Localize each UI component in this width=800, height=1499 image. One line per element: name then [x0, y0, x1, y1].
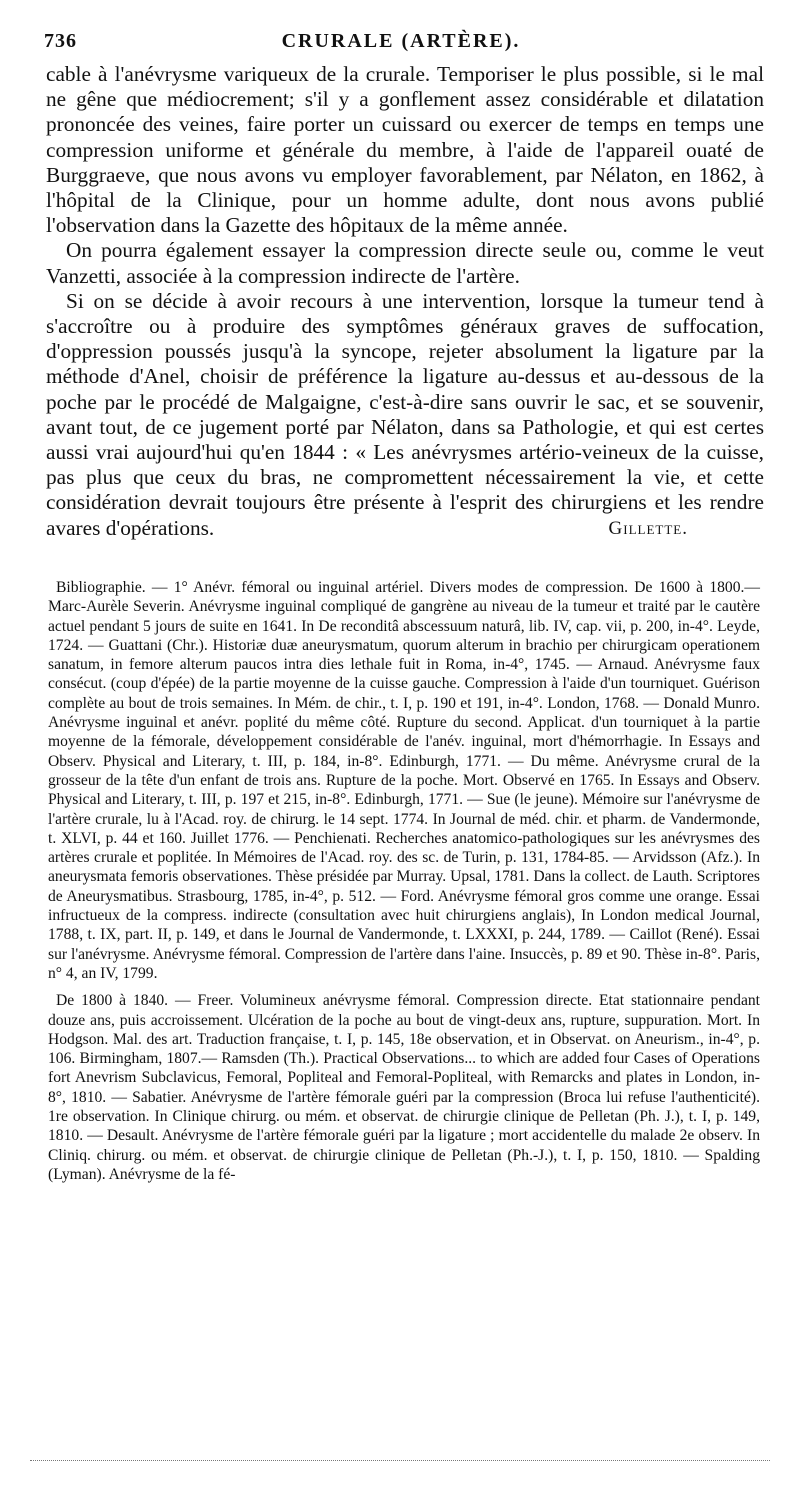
paragraph-3 — [46, 289, 764, 541]
main-text — [46, 62, 764, 541]
author-signature: Gillette. — [608, 517, 688, 539]
page-number: 736 — [44, 30, 77, 52]
running-title: CRURALE (ARTÈRE). — [281, 30, 521, 52]
page-header — [40, 30, 762, 56]
bibliography-paragraph-1: Bibliographie. — 1° Anévr. fémoral ou inguinal artériel. Divers modes de compression. De 1600 à 1800.— Marc-Aurèle Severin. Anévrysme inguinal compliqué de gangrène au niveau de la tumeur et traité par le cautère actuel pendant 5 jours de suite en 1641. In De reconditâ abscessuum naturâ, lib. IV, cap. vii, p. 200, in-4°. Leyde, 1724. — Guattani (Chr.). Historiæ duæ aneurysmatum, quorum alterum in brachio per chirurgicam operationem sanatum, in femore alterum paucos intra dies lethale fuit in Roma, in-4°, 1745. — Arnaud. Anévrysme faux consécut. (coup d'épée) de la partie moyenne de la cuisse gauche. Compression à l'aide d'un tourniquet. Guérison complète au bout de trois semaines. In Mém. de chir., t. I, p. 190 et 191, in-4°. London, 1768. — Donald Munro. Anévrysme inguinal et anévr. poplité du même côté. Rupture du second. Applicat. d'un tourniquet à la partie moyenne de la fémorale, développement considérable de l'anév. inguinal, mort d'hémorrhagie. In Essays and Observ. Physical and Literary, t. III, p. 184, in-8°. Edinburgh, 1771. — Du même. Anévrysme crural de la grosseur de la tête d'un enfant de trois ans. Rupture de la poche. Mort. Observé en 1765. In Essays and Observ. Physical and Literary, t. III, p. 197 et 215, in-8°. Edinburgh, 1771. — Sue (le jeune). Mémoire sur l'anévrysme de l'artère crurale, lu à l'Acad. roy. de chirurg. le 14 sept. 1774. In Journal de méd. chir. et pharm. de Vandermonde, t. XLVI, p. 44 et 160. Juillet 1776. — Penchienati. Recherches anatomico-pathologiques sur les anévrysmes des artères crurale et poplitée. In Mémoires de l'Acad. roy. des sc. de Turin, p. 131, 1784-85. — Arvidsson (Afz.). In aneurysmata femoris observationes. Thèse présidée par Murray. Upsal, 1781. Dans la collect. de Lauth. Scriptores de Aneurysmatibus. Strasbourg, 1785, in-4°, p. 512. — Ford. Anévrysme fémoral gros comme une orange. Essai infructueux de la compress. indirecte (consultation avec huit chirurgiens anglais), In London medical Journal, 1788, t. IX, part. II, p. 149, et dans le Journal de Vandermonde, t. LXXXI, p. 244, 1789. — Caillot (René). Essai sur l'anévrysme. Anévrysme fémoral. Compression de l'artère dans l'aine. Insuccès, p. 89 et 90. Thèse in-8°. Paris, n° 4, an IV, 1799. — [48, 579, 760, 982]
bibliography — [48, 578, 760, 1184]
bibliography-paragraph-2: De 1800 à 1840. — Freer. Volumineux anévrysme fémoral. Compression directe. Etat stationnaire pendant douze ans, puis accroissement. Ulcération de la poche au bout de vingt-deux ans, rupture, suppuration. Mort. In Hodgson. Mal. des art. Traduction française, t. I, p. 145, 18e observation, et in Observat. on Aneurism., in-4°, p. 106. Birmingham, 1807.— Ramsden (Th.). Practical Observations... to which are added four Cases of Operations fort Anevrism Subclavicus, Femoral, Popliteal and Femoral-Popliteal, with Remarcks and plates in London, in-8°, 1810. — Sabatier. Anévrysme de l'artère fémorale guéri par la compression (Broca lui refuse l'authenticité). 1re observation. In Clinique chirurg. ou mém. et observat. de chirurgie clinique de Pelletan (Ph. J.), t. I, p. 149, 1810. — Desault. Anévrysme de l'artère fémorale guéri par la ligature ; mort accidentelle du malade 2e observ. In Cliniq. chirurg. ou mém. et observat. de chirurgie clinique de Pelletan (Ph.-J.), t. I, p. 150, 1810. — Spalding (Lyman). Anévrysme de la fé- — [48, 992, 760, 1183]
paragraph-1: cable à l'anévrysme variqueux de la crurale. Temporiser le plus possible, si le mal ne gêne que médiocrement; s'il y a gonflement assez considérable et dilatation prononcée des veines, faire porter un cuissard ou exercer de temps en temps une compression uniforme et générale du membre, à l'aide de l'appareil ouaté de Burggraeve, que nous avons vu employer favorablement, par Nélaton, en 1862, à l'hôpital de la Clinique, pour un homme adulte, dont nous avons publié l'observation dans la Gazette des hôpitaux de la même année. — [46, 62, 764, 238]
paragraph-3-text: Si on se décide à avoir recours à une intervention, lorsque la tumeur tend à s'accroître ou à produire des symptômes généraux graves de suffocation, d'oppression poussés jusqu'à la syncope, rejeter absolument la ligature par la méthode d'Anel, choisir de préférence la ligature au-dessus et au-dessous de la poche par le procédé de Malgaigne, c'est-à-dire sans ouvrir le sac, et se souvenir, avant tout, de ce jugement porté par Nélaton, dans sa Pathologie, et qui est certes aussi vrai aujourd'hui qu'en 1844 : « Les anévrysmes artério-veineux de la cuisse, pas plus que ceux du bras, ne compromettent nécessairement la vie, et cette considération devrait toujours être présente à l'esprit des chirurgiens et les rendre avares d'opérations. — [46, 288, 764, 540]
paragraph-2: On pourra également essayer la compression directe seule ou, comme le veut Vanzetti, associée à la compression indirecte de l'artère. — [46, 238, 764, 288]
footer-dotted-rule — [30, 1460, 770, 1463]
